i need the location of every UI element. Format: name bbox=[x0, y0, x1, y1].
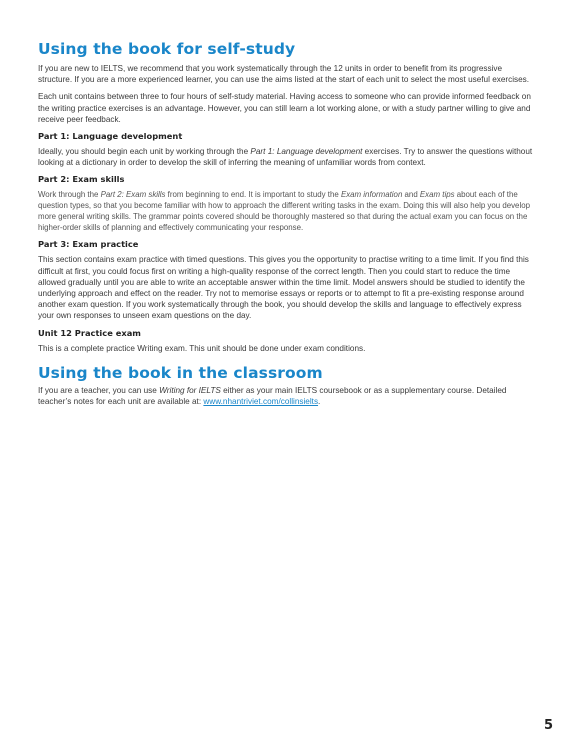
classroom-paragraph bbox=[38, 385, 534, 407]
part3-heading: Part 3: Exam practice bbox=[38, 239, 139, 250]
classroom-text-b: either as your main IELTS coursebook or as a supplementary course. Detailed teacher’s notes for each unit are available at: bbox=[38, 385, 507, 407]
self-study-heading: Using the book for self-study bbox=[38, 40, 296, 58]
self-study-intro-1: If you are new to IELTS, we recommend that you work systematically through the 12 units in order to benefit from its progressive structure. If you are a more experienced learner, you can use the aims listed at the start of each unit to select the most useful exercises. bbox=[38, 64, 530, 85]
teacher-notes-link[interactable]: www.nhantriviet.com/collinsielts bbox=[203, 397, 319, 407]
classroom-text-c: . bbox=[318, 397, 321, 407]
unit12-paragraph: This is a complete practice Writing exam. This unit should be done under exam conditions. bbox=[38, 343, 366, 353]
part1-text-b: exercises. Try to answer the questions without looking at a dictionary in order to develop the skill of inferring the meaning of unfamiliar words from context. bbox=[38, 147, 533, 168]
part2-text-d: about each of the question types, so that you become familiar with how to approach the different writing tasks in the exam. Doing this will also help you develop more general writing skills. The grammar points covered should be thoroughly mastered so that during the actual exam you can focus on the higher-order skills of planning and effectively communicating your response. bbox=[38, 190, 530, 233]
part2-text-em1: Part 2: Exam skills bbox=[100, 190, 166, 200]
part2-text-b: from beginning to end. It is important to study the bbox=[165, 190, 341, 200]
unit12-heading: Unit 12 Practice exam bbox=[38, 327, 141, 338]
classroom-heading: Using the book in the classroom bbox=[38, 363, 323, 382]
part2-text-em3: Exam tips bbox=[419, 190, 455, 200]
part1-text-em: Part 1: Language development bbox=[250, 147, 363, 157]
self-study-intro-2: Each unit contains between three to four hours of self-study material. Having access to someone who can provide informed feedback on the writing practice exercises is an advantage. However, you can still learn a lot working alone, or with a study partner willing to give and receive peer feedback. bbox=[38, 92, 531, 124]
part2-text-a: Work through the bbox=[38, 190, 101, 200]
part2-heading: Part 2: Exam skills bbox=[38, 174, 125, 185]
part1-heading: Part 1: Language development bbox=[38, 131, 183, 142]
part2-text-em2: Exam information bbox=[340, 190, 403, 200]
page-content bbox=[38, 40, 534, 413]
classroom-text-a: If you are a teacher, you can use bbox=[38, 385, 160, 395]
part1-paragraph bbox=[38, 146, 534, 168]
classroom-text-em: Writing for IELTS bbox=[159, 385, 221, 395]
part1-text-a: Ideally, you should begin each unit by working through the bbox=[38, 147, 251, 157]
part3-paragraph: This section contains exam practice with timed questions. This gives you the opportunity to practise writing to a time limit. If you find this difficult at first, you could focus first on writing a high-quality response of the correct length. Then you could start to reduce the time allowed gradually until you are able to write an acceptable answer within the time limit. Model answers should be studied to identify the underlying approach and effect on the reader. Try not to memorise essays or reports or to attempt to fit a pre-existing response around another exam question. If you work systematically through the book, you should develop the skills and language to effectively express your own responses to unseen exam questions on the day. bbox=[38, 255, 529, 321]
page-number: 5 bbox=[543, 718, 553, 733]
part2-text-c: and bbox=[402, 190, 420, 200]
part2-paragraph bbox=[38, 189, 534, 233]
